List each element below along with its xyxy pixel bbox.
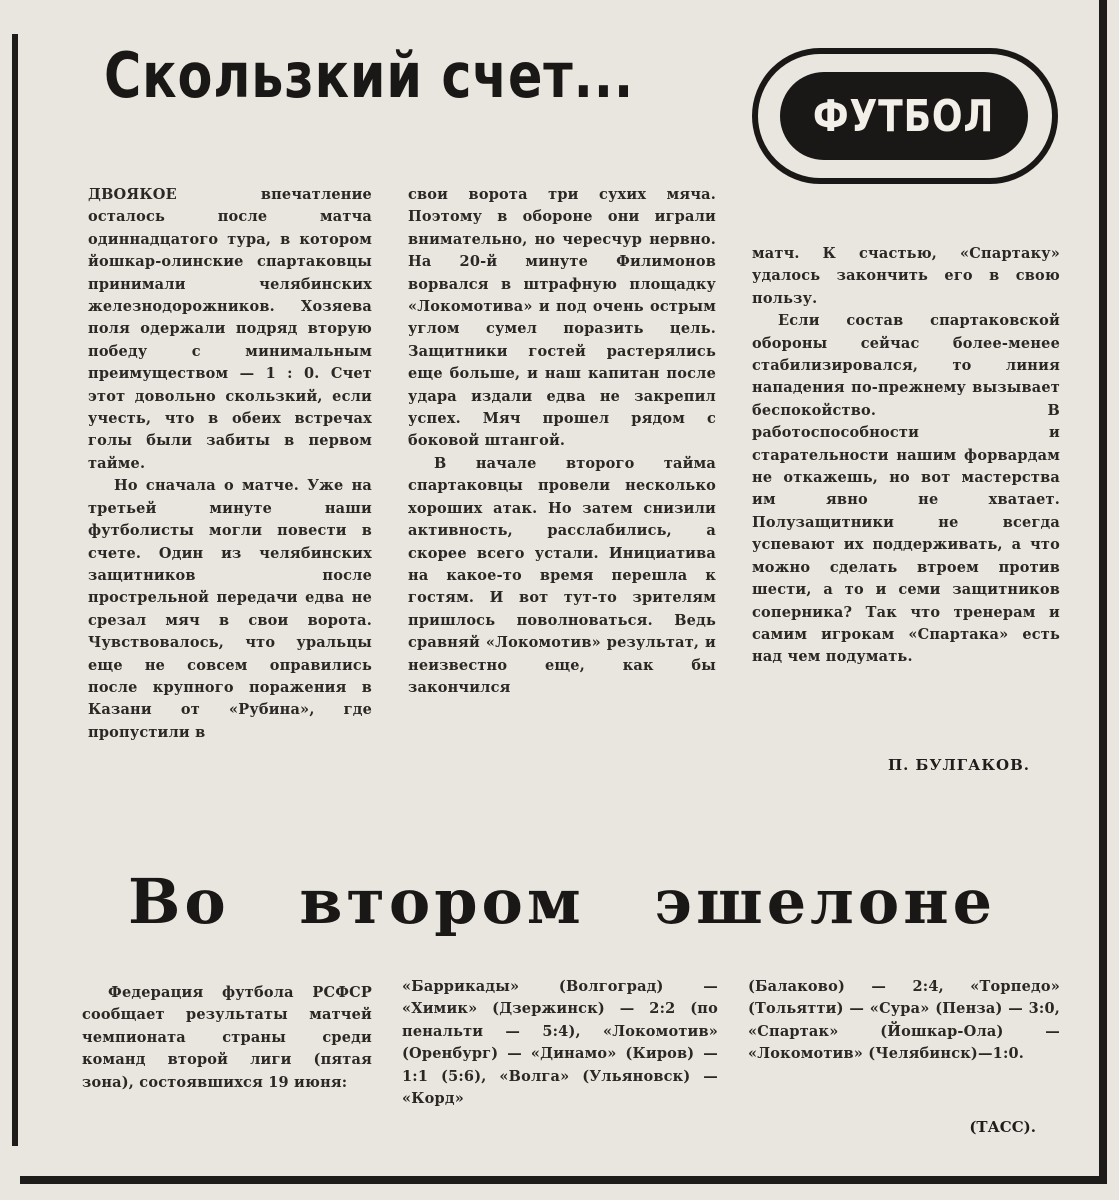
paragraph: ДВОЯКОЕ впечатление осталось после матча одиннадцатого тура, в котором йошкар-олинские спартаковцы принимали челябинских железнодорожников. Хозяева поля одержали подряд вторую победу с минимальным преимуществом — 1 : 0. Счет этот довольно скользкий, если учесть, что в обеих встречах голы были забиты в первом тайме. (88, 186, 372, 472)
article-column-3 (752, 243, 1060, 669)
page-border-left (12, 34, 18, 1146)
page-border-right (1099, 0, 1107, 1180)
paragraph: Если состав спартаковской обороны сейчас более-менее стабилизировался, то линия нападения по-прежнему вызывает беспокойство. В работоспособности и старательности нашим форвардам не откажешь, но вот мастерства им явно не хватает. Полузащитники не всегда успевают их поддерживать, а что можно сделать втроем против шести, а то и семи защитников соперника? Так что тренерам и самим игрокам «Спартака» есть над чем подумать. (752, 312, 1060, 666)
second-article-column-2 (402, 976, 718, 1110)
second-article-headline: Во втором эшелоне (128, 865, 997, 938)
paragraph: свои ворота три сухих мяча. Поэтому в обороне они играли внимательно, но чересчур нервно. На 20-й минуте Филимонов ворвался в штрафную площадку «Локомотива» и под очень острым углом сумел поразить цель. Защитники гостей растерялись еще больше, и наш капитан после удара издали едва не закрепил успех. Мяч прошел рядом с боковой штангой. (408, 186, 716, 450)
second-article-column-3 (748, 976, 1060, 1066)
news-source: (ТАСС). (969, 1118, 1036, 1136)
article-headline: Скользкий счет... (104, 39, 634, 112)
article-author: П. БУЛГАКОВ. (887, 756, 1030, 774)
page-border-bottom (20, 1176, 1107, 1184)
paragraph: Федерация футбола РСФСР сообщает результаты матчей чемпионата страны среди команд второй лиги (пятая зона), состоявшихся 19 июня: (82, 984, 372, 1091)
paragraph: матч. К счастью, «Спартаку» удалось закончить его в свою пользу. (752, 245, 1060, 307)
football-badge (780, 72, 1028, 160)
football-badge-label: ФУТБОЛ (813, 90, 995, 142)
second-article-column-1 (82, 982, 372, 1094)
paragraph: Но сначала о матче. Уже на третьей минуте наши футболисты могли повести в счете. Один из челябинских защитников после прострельной передачи едва не срезал мяч в свои ворота. Чувствовалось, что уральцы еще не совсем оправились после крупного поражения в Казани от «Рубина», где пропустили в (88, 477, 372, 741)
article-column-2 (408, 184, 716, 699)
paragraph: В начале второго тайма спартаковцы провели несколько хороших атак. Но затем снизили активность, расслабились, а скорее всего устали. Инициатива на какое-то время перешла к гостям. И вот тут-то зрителям пришлось поволноваться. Ведь сравняй «Локомотив» результат, и неизвестно еще, как бы закончился (408, 454, 716, 696)
paragraph: «Баррикады» (Волгоград) — «Химик» (Дзержинск) — 2:2 (по пенальти — 5:4), «Локомотив» (Оренбург) — «Динамо» (Киров) — 1:1 (5:6), «Волга» (Ульяновск) — «Корд» (402, 978, 718, 1108)
paragraph: (Балаково) — 2:4, «Торпедо» (Тольятти) — «Сура» (Пенза) — 3:0, «Спартак» (Йошкар-Ола) — «Локомотив» (Челябинск)—1:0. (748, 978, 1060, 1063)
article-column-1 (88, 184, 372, 744)
